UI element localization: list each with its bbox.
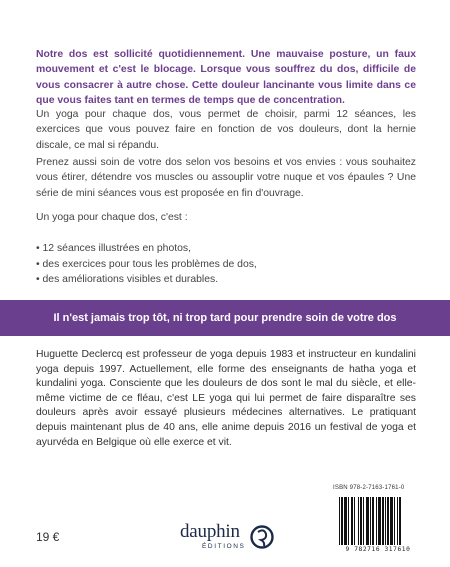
barcode-bar (339, 497, 340, 545)
barcode-bar (385, 497, 386, 545)
publisher-logo (180, 521, 275, 561)
list-item: • des améliorations visibles et durables. (36, 274, 219, 285)
barcode-bar (351, 497, 353, 545)
barcode-bar (376, 497, 377, 545)
barcode-bar (390, 497, 393, 545)
dolphin-icon (250, 522, 274, 552)
author-bio: Huguette Declercq est professeur de yoga depuis 1983 et instructeur en kundalini yoga depuis 1997. Actuellement, elle forme des enseignants de hatha yoga et kundalini yoga. Consciente que les douleurs de dos sont le mal du siècle, et elle-même victime de ce fléau, c'est LE yoga qui lui permet de faire disparaître ses douleurs après avoir essayé plusieurs médecines alternatives. Le pratiquant depuis maintenant plus de 40 ans, elle anime depuis 2016 un festival de yoga et ayurvéda en Belgique où elle exerce et vit. (36, 349, 416, 448)
barcode-bar (378, 497, 381, 545)
publisher-sub: ÉDITIONS (202, 543, 246, 550)
list-item: • 12 séances illustrées en photos, (36, 243, 191, 254)
isbn-digits: 9 782716 317610 (345, 546, 411, 553)
barcode-bar (344, 497, 347, 545)
barcode-bar (348, 497, 349, 545)
barcode-bar (363, 497, 364, 545)
barcode-bar (341, 497, 343, 545)
barcode-bar (394, 497, 395, 545)
isbn-label: ISBN 978-2-7163-1761-0 (333, 485, 405, 491)
barcode-bar (366, 497, 369, 545)
price: 19 € (36, 530, 60, 544)
tagline-band (0, 300, 450, 336)
feature-list (36, 241, 416, 288)
publisher-name: dauphin (180, 521, 240, 542)
tagline-text: Il n'est jamais trop tôt, ni trop tard pour prendre soin de votre dos (53, 312, 397, 324)
list-item: • des exercices pour tous les problèmes de dos, (36, 258, 257, 270)
barcode-bar (382, 497, 384, 545)
barcode-bar (360, 497, 362, 545)
barcode-bar (397, 497, 398, 545)
barcode (339, 497, 423, 545)
intro-paragraph: Notre dos est sollicité quotidiennement. Une mauvaise posture, un faux mouvement et c'est le blocage. Lorsque vous souffrez du dos, difficile de vous consacrer à autre chose. Cette douleur lancinante vous limite dans ce que vous faites tant en termes de temps que de concentration. (36, 49, 416, 106)
barcode-bar (372, 497, 374, 545)
barcode-bar (354, 497, 355, 545)
barcode-bar (387, 497, 389, 545)
list-intro: Un yoga pour chaque dos, c'est : (36, 212, 188, 223)
barcode-bar (358, 497, 359, 545)
description-paragraph-1: Un yoga pour chaque dos, vous permet de choisir, parmi 12 séances, les exercices que vous pouvez faire en fonction de vos douleurs, dont la hernie discale, ce mal si répandu. (36, 109, 416, 151)
barcode-bar (370, 497, 371, 545)
description-paragraph-2: Prenez aussi soin de votre dos selon vos besoins et vos envies : vous souhaitez vous étirer, détendre vos muscles ou assouplir votre nuque et vos épaules ? Une série de mini séances vous est proposée en fin d'ouvrage. (36, 157, 416, 199)
barcode-bar (399, 497, 401, 545)
